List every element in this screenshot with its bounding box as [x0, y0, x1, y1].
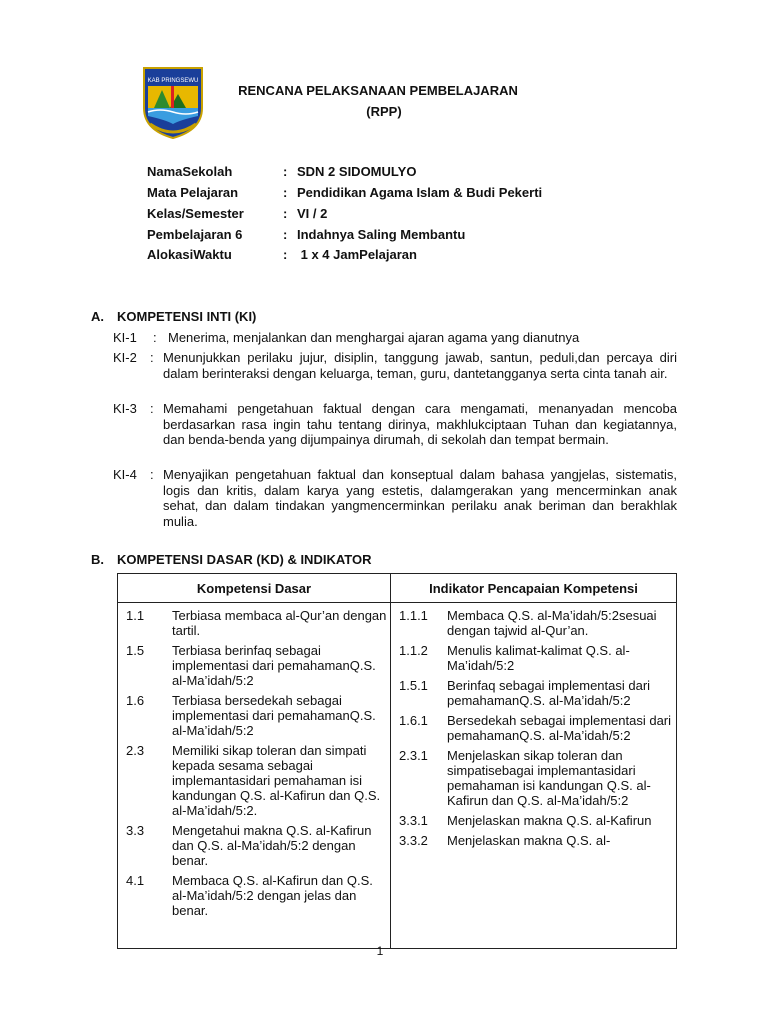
kd-column [118, 603, 391, 949]
indikator-item: 1.6.1 Bersedekah sebagai implementasi dari pemahamanQ.S. al-Ma’idah/5:2 [399, 713, 672, 743]
ki-text: Menerima, menjalankan dan menghargai ajaran agama yang dianutnya [168, 330, 580, 345]
identity-row: Kelas/Semester : VI / 2 [147, 206, 328, 221]
kd-item: 2.3 Memiliki sikap toleran dan simpati kepada sesama sebagai implemantasidari pemahaman isi kandungan Q.S. al-Kafirun dan Q.S. al-Ma’idah/5:2. [126, 743, 381, 818]
kd-item: 4.1 Membaca Q.S. al-Kafirun dan Q.S. al-Ma’idah/5:2 dengan jelas dan benar. [126, 873, 373, 918]
identity-row: Pembelajaran 6 : Indahnya Saling Membantu [147, 227, 466, 242]
indikator-item: 1.5.1 Berinfaq sebagai implementasi dari pemahamanQ.S. al-Ma’idah/5:2 [399, 678, 651, 708]
identity-value: SDN 2 SIDOMULYO [297, 164, 417, 179]
document-subtitle: (RPP) [366, 104, 402, 119]
indikator-item: 3.3.1 Menjelaskan makna Q.S. al-Kafirun [399, 813, 652, 828]
ki-label: KI-1 [113, 330, 137, 345]
col-header-kd: Kompetensi Dasar [118, 574, 391, 603]
ki-item: KI-3 : Memahami pengetahuan faktual dengan cara mengamati, menanyadan mencoba berdasarkan rasa ingin tahu tentang dirinya, makhlukciptaan Tuhan dan kegiatannya, dan benda-benda yang dijumpainya dirumah, di sekolah dan tempat bermain. [113, 401, 677, 447]
indikator-item: 1.1.1 Membaca Q.S. al-Ma’idah/5:2sesuai dengan tajwid al-Qur’an. [399, 608, 657, 638]
ki-text: Menunjukkan perilaku jujur, disiplin, tanggung jawab, santun, peduli,dan percaya diri dalam berinteraksi dengan keluarga, teman, guru, dantetangganya serta cinta tanah air. [163, 350, 677, 381]
kd-item: 1.1 Terbiasa membaca al-Qur’an dengan tartil. [126, 608, 387, 638]
kd-item: 1.6 Terbiasa bersedekah sebagai implementasi dari pemahamanQ.S. al-Ma’idah/5:2 [126, 693, 376, 738]
identity-row: Mata Pelajaran : Pendidikan Agama Islam & Budi Pekerti [147, 185, 543, 200]
identity-value: Indahnya Saling Membantu [297, 227, 466, 242]
ki-label: KI-3 [113, 401, 137, 416]
identity-key: Kelas/Semester [147, 206, 244, 221]
identity-value: VI / 2 [297, 206, 328, 221]
identity-key: AlokasiWaktu [147, 247, 232, 262]
section-b-heading: B. KOMPETENSI DASAR (KD) & INDIKATOR [91, 552, 372, 567]
ki-item: KI-1 : Menerima, menjalankan dan menghargai ajaran agama yang dianutnya [113, 330, 677, 346]
identity-row: AlokasiWaktu : 1 x 4 JamPelajaran [147, 247, 417, 262]
school-district-logo [140, 64, 206, 140]
ki-text: Menyajikan pengetahuan faktual dan konseptual dalam bahasa yangjelas, sistematis, logis dan kritis, dalam karya yang estetis, dalamgerakan yang mencerminkan anak sehat, dan dalam tindakan yangmencerminkan perilaku anak beriman dan berakhlak mulia. [163, 467, 677, 529]
indikator-item: 2.3.1 Menjelaskan sikap toleran dan simpatisebagai implemantasidari pemahaman isi kandungan Q.S. al-Kafirun dan Q.S. al-Ma’idah/5:2 [399, 748, 651, 808]
ki-label: KI-2 [113, 350, 137, 365]
ki-item: KI-4 : Menyajikan pengetahuan faktual dan konseptual dalam bahasa yangjelas, sistematis, logis dan kritis, dalam karya yang estetis, dalamgerakan yang mencerminkan anak sehat, dan dalam tindakan yangmencerminkan perilaku anak beriman dan berakhlak mulia. [113, 467, 677, 529]
ki-text: Memahami pengetahuan faktual dengan cara mengamati, menanyadan mencoba berdasarkan rasa ingin tahu tentang dirinya, makhlukciptaan Tuhan dan kegiatannya, dan benda-benda yang dijumpainya dirumah, di sekolah dan tempat bermain. [163, 401, 677, 447]
ki-label: KI-4 [113, 467, 137, 482]
col-header-indikator: Indikator Pencapaian Kompetensi [391, 574, 677, 603]
identity-key: NamaSekolah [147, 164, 233, 179]
indikator-item: 1.1.2 Menulis kalimat-kalimat Q.S. al-Ma’idah/5:2 [399, 643, 630, 673]
kd-item: 3.3 Mengetahui makna Q.S. al-Kafirun dan Q.S. al-Ma’idah/5:2 dengan benar. [126, 823, 372, 868]
indikator-item: 3.3.2 Menjelaskan makna Q.S. al- [399, 833, 611, 848]
identity-key: Mata Pelajaran [147, 185, 239, 200]
section-a-heading: A. KOMPETENSI INTI (KI) [91, 309, 257, 324]
kd-item: 1.5 Terbiasa berinfaq sebagai implementasi dari pemahamanQ.S. al-Ma’idah/5:2 [126, 643, 376, 688]
kd-indicator-table [117, 573, 677, 949]
logo-text: KAB PRINGSEWU [147, 78, 199, 84]
document-title: RENCANA PELAKSANAAN PEMBELAJARAN [238, 83, 518, 98]
identity-value: 1 x 4 JamPelajaran [297, 247, 417, 262]
ki-item: KI-2 : Menunjukkan perilaku jujur, disiplin, tanggung jawab, santun, peduli,dan percaya diri dalam berinteraksi dengan keluarga, teman, guru, dantetangganya serta cinta tanah air. [113, 350, 677, 381]
identity-key: Pembelajaran 6 [147, 227, 243, 242]
page-number: 1 [376, 944, 384, 958]
indikator-column [391, 603, 677, 949]
identity-value: Pendidikan Agama Islam & Budi Pekerti [297, 185, 543, 200]
identity-row: NamaSekolah : SDN 2 SIDOMULYO [147, 164, 417, 179]
